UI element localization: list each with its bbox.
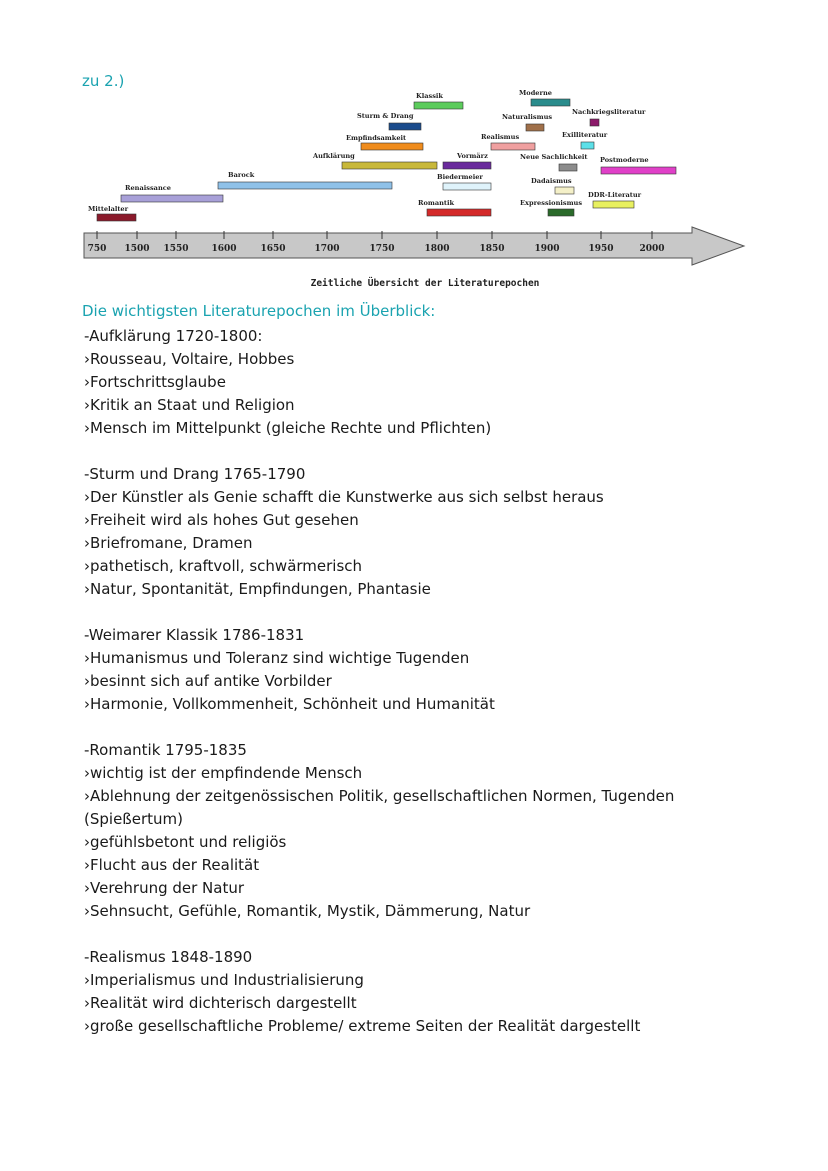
- timeline-tick-label: 750: [87, 244, 107, 254]
- epoch-label: Biedermeier: [437, 173, 483, 181]
- epoch-bar: [443, 162, 491, 169]
- epoch-section: [84, 624, 774, 716]
- epoch-label: Mittelalter: [88, 205, 129, 213]
- epoch-title: -Weimarer Klassik 1786-1831: [84, 626, 305, 644]
- epoch-label: Postmoderne: [600, 156, 649, 164]
- epoch-bar: [559, 164, 577, 171]
- epoch-bar: [427, 209, 491, 216]
- epoch-point: ›pathetisch, kraftvoll, schwärmerisch: [84, 557, 363, 575]
- epoch-point: ›Mensch im Mittelpunkt (gleiche Rechte und Pflichten): [84, 419, 492, 437]
- timeline-tick-label: 1650: [260, 244, 286, 254]
- epoch-point: ›Fortschrittsglaube: [84, 373, 226, 391]
- epoch-label: Moderne: [519, 89, 552, 97]
- epoch-point: ›besinnt sich auf antike Vorbilder: [84, 672, 332, 690]
- epoch-bar: [548, 209, 574, 216]
- epoch-label: Renaissance: [125, 184, 171, 192]
- epoch-label: DDR-Literatur: [588, 191, 642, 199]
- epoch-label: Klassik: [416, 92, 444, 100]
- epoch-label: Naturalismus: [502, 113, 553, 121]
- epoch-label: Exilliteratur: [562, 131, 608, 139]
- epoch-bar: [531, 99, 570, 106]
- epoch-bar: [590, 119, 599, 126]
- epoch-point: ›Natur, Spontanität, Empfindungen, Phantasie: [84, 580, 431, 598]
- epoch-label: Nachkriegsliteratur: [572, 108, 646, 116]
- epoch-title: -Aufklärung 1720-1800:: [84, 327, 263, 345]
- epoch-label: Aufklärung: [313, 152, 355, 160]
- epoch-section: [84, 739, 774, 923]
- timeline-tick-label: 1950: [588, 244, 614, 254]
- epoch-bar: [581, 142, 594, 149]
- timeline-tick-label: 1600: [211, 244, 237, 254]
- epoch-point: ›wichtig ist der empfindende Mensch: [84, 764, 363, 782]
- epoch-label: Realismus: [481, 133, 520, 141]
- epoch-list: [84, 325, 774, 1061]
- epoch-point: ›Sehnsucht, Gefühle, Romantik, Mystik, Dämmerung, Natur: [84, 902, 531, 920]
- epoch-label: Expressionismus: [520, 199, 583, 207]
- epoch-point: ›Der Künstler als Genie schafft die Kunstwerke aus sich selbst heraus: [84, 488, 604, 506]
- epoch-label: Dadaismus: [531, 177, 572, 185]
- epoch-point: ›Imperialismus und Industrialisierung: [84, 971, 364, 989]
- epoch-section: [84, 463, 774, 601]
- epoch-title: -Realismus 1848-1890: [84, 948, 253, 966]
- epoch-bar: [97, 214, 136, 221]
- epoch-point: ›Realität wird dichterisch dargestellt: [84, 994, 357, 1012]
- epoch-bar: [361, 143, 423, 150]
- epoch-timeline: [0, 0, 828, 300]
- epoch-label: Barock: [228, 171, 255, 179]
- epoch-bar: [218, 182, 392, 189]
- epoch-point: ›Rousseau, Voltaire, Hobbes: [84, 350, 295, 368]
- section-label: zu 2.): [82, 72, 125, 90]
- timeline-tick-label: 1900: [534, 244, 560, 254]
- timeline-tick-label: 2000: [639, 244, 665, 254]
- epoch-point: ›Ablehnung der zeitgenössischen Politik, gesellschaftlichen Normen, Tugenden (Spießertum): [84, 787, 675, 828]
- epoch-point: ›Briefromane, Dramen: [84, 534, 253, 552]
- epoch-bar: [121, 195, 223, 202]
- epoch-point: ›Kritik an Staat und Religion: [84, 396, 295, 414]
- epoch-point: ›Harmonie, Vollkommenheit, Schönheit und Humanität: [84, 695, 495, 713]
- timeline-tick-label: 1800: [424, 244, 450, 254]
- epoch-bar: [342, 162, 437, 169]
- epoch-label: Vormärz: [457, 152, 488, 160]
- epoch-bar: [414, 102, 463, 109]
- epoch-point: ›Verehrung der Natur: [84, 879, 245, 897]
- epoch-bar: [526, 124, 544, 131]
- epoch-bar: [443, 183, 491, 190]
- timeline-tick-label: 1850: [479, 244, 505, 254]
- epoch-point: ›große gesellschaftliche Probleme/ extreme Seiten der Realität dargestellt: [84, 1017, 641, 1035]
- epoch-label: Empfindsamkeit: [346, 134, 407, 142]
- epoch-bar: [389, 123, 421, 130]
- epoch-label: Sturm & Drang: [357, 112, 414, 120]
- timeline-tick-label: 1700: [314, 244, 340, 254]
- epoch-section: [84, 325, 774, 440]
- epoch-point: ›Flucht aus der Realität: [84, 856, 260, 874]
- epoch-title: -Sturm und Drang 1765-1790: [84, 465, 306, 483]
- timeline-tick-label: 1500: [124, 244, 150, 254]
- epoch-section: [84, 946, 774, 1038]
- epoch-bar: [593, 201, 634, 208]
- timeline-tick-label: 1550: [163, 244, 189, 254]
- epoch-point: ›gefühlsbetont und religiös: [84, 833, 287, 851]
- epoch-bar: [601, 167, 676, 174]
- epoch-point: ›Freiheit wird als hohes Gut gesehen: [84, 511, 359, 529]
- timeline-tick-label: 1750: [369, 244, 395, 254]
- epoch-point: ›Humanismus und Toleranz sind wichtige Tugenden: [84, 649, 470, 667]
- overview-heading: Die wichtigsten Literaturepochen im Überblick:: [82, 302, 436, 320]
- epoch-label: Neue Sachlichkeit: [520, 153, 588, 161]
- epoch-bar: [555, 187, 574, 194]
- epoch-title: -Romantik 1795-1835: [84, 741, 247, 759]
- epoch-label: Romantik: [418, 199, 455, 207]
- epoch-bar: [491, 143, 535, 150]
- timeline-caption: Zeitliche Übersicht der Literaturepochen: [310, 278, 540, 289]
